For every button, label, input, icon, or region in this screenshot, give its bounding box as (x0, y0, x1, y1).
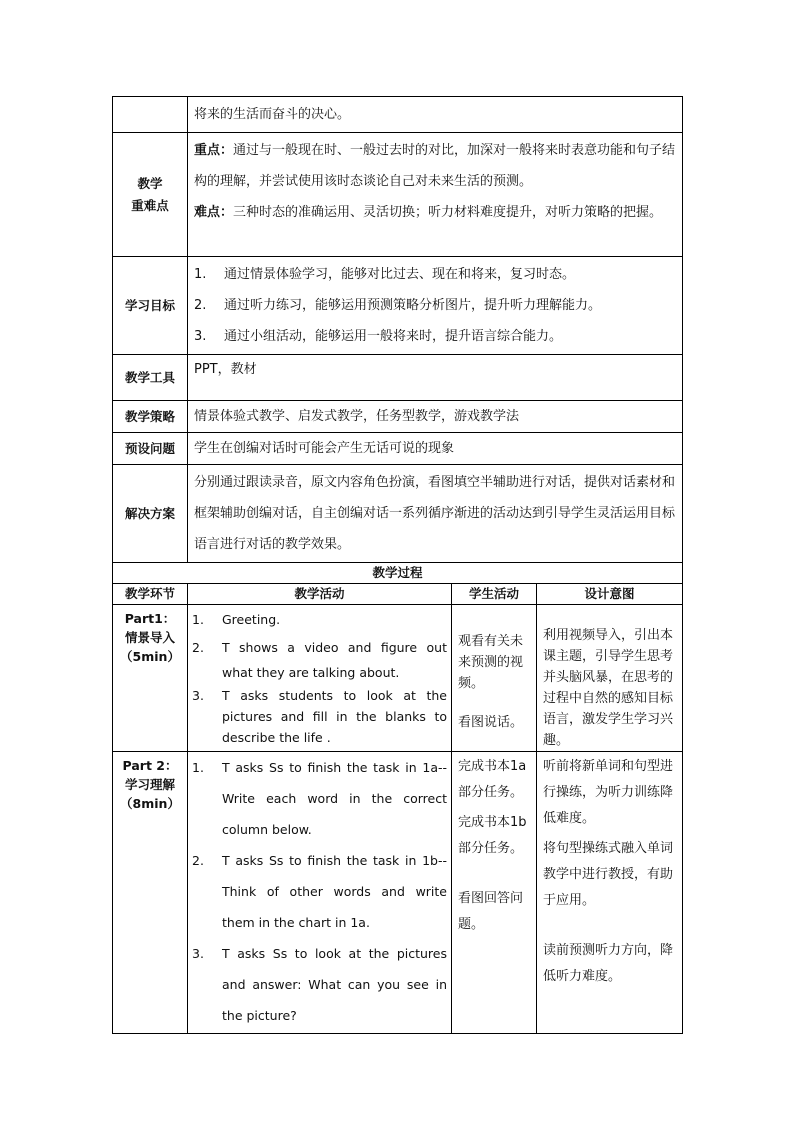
difficult-text: 三种时态的准确运用、灵活切换；听力材料难度提升，对听力策略的把握。 (233, 205, 663, 220)
header-student: 学生活动 (452, 584, 537, 605)
key-points-row (113, 133, 683, 257)
part1-student: 观看有关未来预测的视频。 看图说话。 (452, 605, 537, 752)
strategy-row (113, 401, 683, 433)
problems-row (113, 433, 683, 465)
part1-activities (188, 605, 452, 752)
objectives-label: 学习目标 (113, 257, 188, 355)
key-points-content (188, 133, 683, 257)
activity-item: 2. T asks Ss to finish the task in 1b--Think of other words and write them in the chart in 1a. (192, 853, 447, 930)
header-activities: 教学活动 (188, 584, 452, 605)
tools-text: PPT，教材 (188, 355, 683, 401)
process-part-row (113, 605, 683, 752)
objectives-content (188, 257, 683, 355)
solutions-text: 分别通过跟读录音，原文内容角色扮演，看图填空半辅助进行对话，提供对话素材和框架辅助创编对话，自主创编对话一系列循序渐进的活动达到引导学生灵活运用目标语言进行对话的教学效果。 (188, 465, 683, 563)
header-stage: 教学环节 (113, 584, 188, 605)
solutions-label: 解决方案 (113, 465, 188, 563)
header-intent: 设计意图 (537, 584, 683, 605)
key-points-label: 教学 重难点 (113, 133, 188, 257)
process-title: 教学过程 (113, 563, 683, 584)
problems-text: 学生在创编对话时可能会产生无话可说的现象 (188, 433, 683, 465)
activity-item: 3. T asks Ss to look at the pictures and answer: What can you see in the picture? (192, 946, 447, 1023)
objectives-row (113, 257, 683, 355)
strategy-label: 教学策略 (113, 401, 188, 433)
activity-item: 1. Greeting. (192, 612, 281, 627)
objective-item: 1. 通过情景体验学习，能够对比过去、现在和将来，复习时态。 (194, 267, 576, 282)
problems-label: 预设问题 (113, 433, 188, 465)
tools-label: 教学工具 (113, 355, 188, 401)
difficult-label: 难点： (194, 205, 234, 220)
process-title-row (113, 563, 683, 584)
process-header-row (113, 584, 683, 605)
continuation-row (113, 97, 683, 133)
part1-label: Part1： 情景导入 （5min） (113, 605, 188, 752)
objective-item: 3. 通过小组活动，能够运用一般将来时，提升语言综合能力。 (194, 329, 563, 344)
part2-student: 完成书本1a部分任务。 完成书本1b部分任务。 看图回答问题。 (452, 752, 537, 1034)
continuation-text: 将来的生活而奋斗的决心。 (188, 97, 683, 133)
strategy-text: 情景体验式教学、启发式教学，任务型教学，游戏教学法 (188, 401, 683, 433)
part2-activities (188, 752, 452, 1034)
lesson-plan-table (112, 96, 683, 1034)
activity-item: 2. T shows a video and figure out what they are talking about. (192, 640, 447, 680)
key-label: 重点： (194, 143, 234, 158)
objective-item: 2. 通过听力练习，能够运用预测策略分析图片，提升听力理解能力。 (194, 298, 602, 313)
tools-row (113, 355, 683, 401)
activity-item: 3. T asks students to look at the pictures and fill in the blanks to describe the life . (192, 688, 447, 745)
part1-intent: 利用视频导入，引出本课主题，引导学生思考并头脑风暴，在思考的过程中自然的感知目标语言，激发学生学习兴趣。 (537, 605, 683, 752)
part2-intent: 听前将新单词和句型进行操练，为听力训练降低难度。 将句型操练式融入单词教学中进行教授，有助于应用。 读前预测听力方向，降低听力难度。 (537, 752, 683, 1034)
solutions-row (113, 465, 683, 563)
key-text: 通过与一般现在时、一般过去时的对比，加深对一般将来时表意功能和句子结构的理解，并尝试使用该时态谈论自己对未来生活的预测。 (194, 143, 676, 189)
part2-label: Part 2： 学习理解 （8min） (113, 752, 188, 1034)
activity-item: 1. T asks Ss to finish the task in 1a--Write each word in the correct column below. (192, 760, 447, 837)
process-part-row (113, 752, 683, 1034)
